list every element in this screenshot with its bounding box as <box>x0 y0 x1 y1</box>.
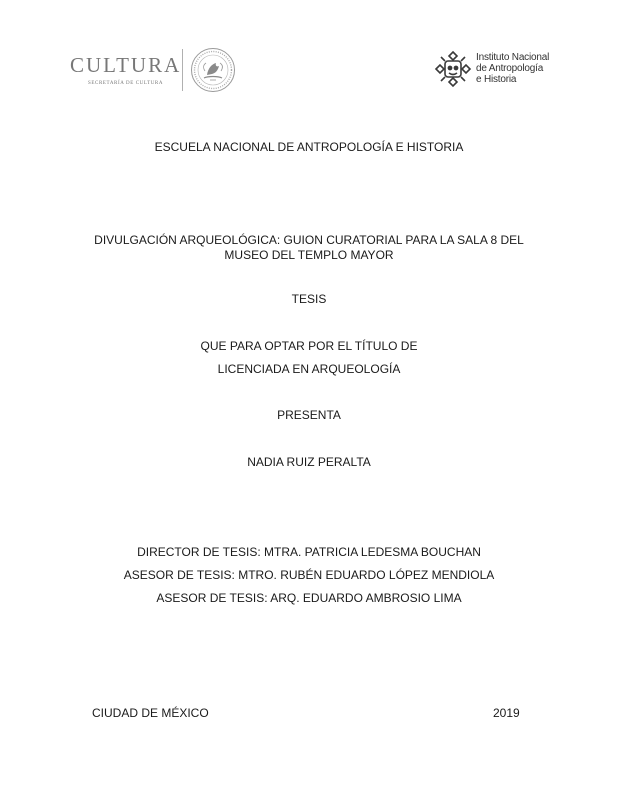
presents-label: PRESENTA <box>277 408 341 422</box>
school-name: ESCUELA NACIONAL DE ANTROPOLOGÍA E HISTORIA <box>154 140 464 154</box>
author-name: NADIA RUIZ PERALTA <box>247 455 371 469</box>
thesis-title-line-2: MUSEO DEL TEMPLO MAYOR <box>224 248 394 262</box>
inah-name <box>476 52 549 85</box>
inah-logo <box>432 48 572 92</box>
mexico-seal-icon <box>190 47 236 93</box>
year: 2019 <box>493 706 520 720</box>
inah-line-2: de Antropología <box>476 63 544 74</box>
degree-purpose-line-2: LICENCIADA EN ARQUEOLOGÍA <box>217 362 401 376</box>
thesis-director: DIRECTOR DE TESIS: MTRA. PATRICIA LEDESMA BOUCHAN <box>137 545 481 559</box>
thesis-title-line-1: DIVULGACIÓN ARQUEOLÓGICA: GUION CURATORIAL PARA LA SALA 8 DEL <box>94 233 524 247</box>
thesis-advisor-2: ASESOR DE TESIS: ARQ. EDUARDO AMBROSIO LIMA <box>156 591 462 605</box>
thesis-advisor-1: ASESOR DE TESIS: MTRO. RUBÉN EDUARDO LÓPEZ MENDIOLA <box>123 568 495 582</box>
degree-purpose-line-1: QUE PARA OPTAR POR EL TÍTULO DE <box>200 339 418 353</box>
logo-divider <box>182 49 183 91</box>
cultura-wordmark: CULTURA <box>70 53 182 77</box>
city: CIUDAD DE MÉXICO <box>92 706 209 720</box>
cultura-subtitle: SECRETARÍA DE CULTURA <box>88 81 164 86</box>
inah-line-1: Instituto Nacional <box>476 52 550 63</box>
inah-emblem-icon <box>432 48 474 90</box>
document-type: TESIS <box>291 292 327 306</box>
cultura-logo <box>70 47 250 95</box>
inah-line-3: e Historia <box>476 74 517 85</box>
